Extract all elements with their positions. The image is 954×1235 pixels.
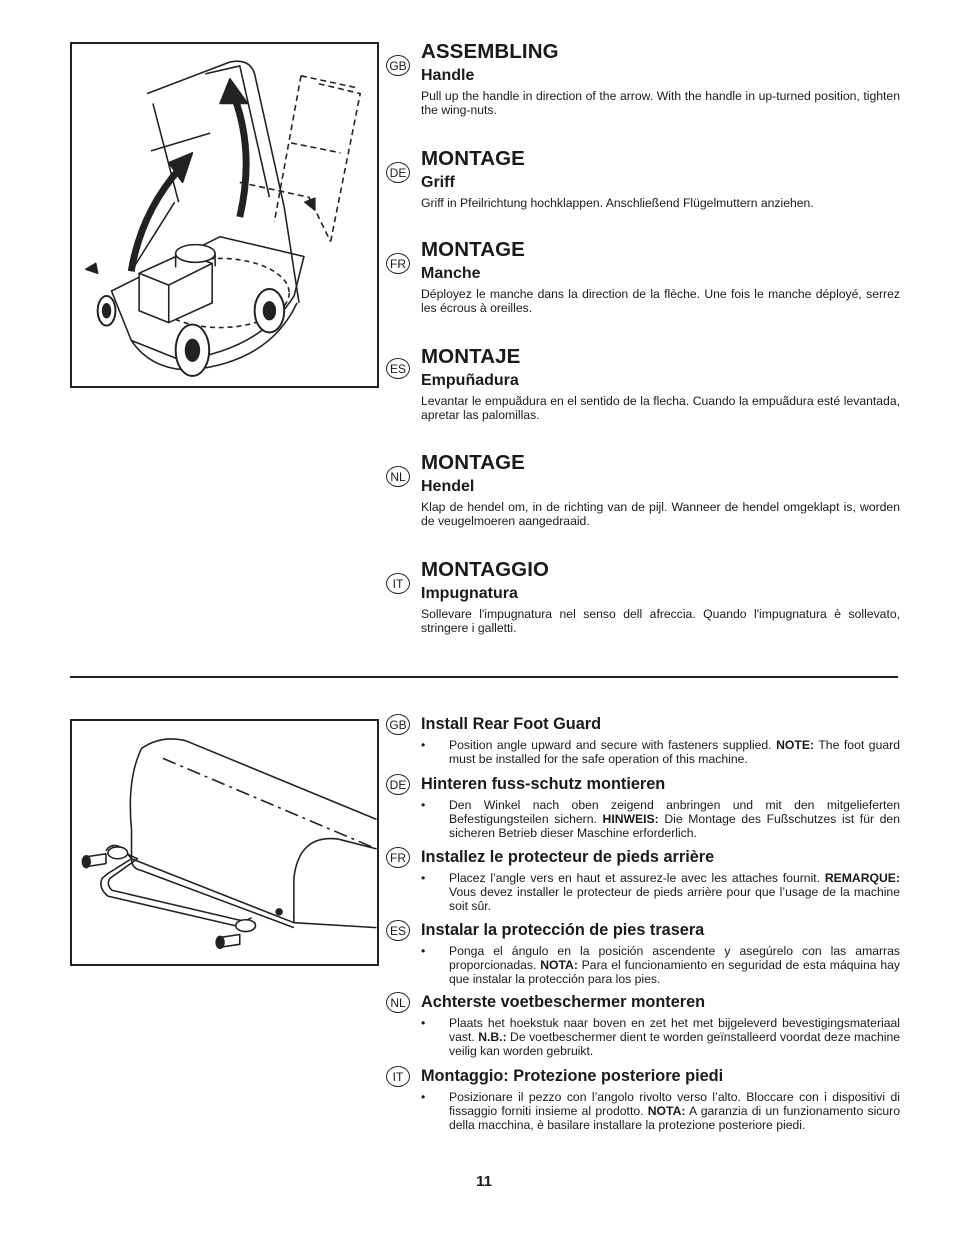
assembling-handle-it (386, 558, 900, 635)
assembling-handle-es (386, 345, 900, 422)
note-text: The foot guard must be installed for the safe operation of this machine. (449, 738, 900, 766)
section-subtitle: Manche (421, 265, 481, 282)
assembling-handle-nl (386, 451, 900, 528)
foot-guard-it (386, 1066, 900, 1132)
bullet-mark: • (421, 1090, 426, 1104)
language-badge: NL (386, 992, 410, 1013)
note-text: A garanzia di un funzionamento sicuro della macchina, è basilare installare la protezione posteriore piedi. (449, 1104, 900, 1132)
language-badge: FR (386, 847, 410, 868)
foot-guard-drawing (72, 721, 377, 964)
instruction-text: Placez l’angle vers en haut et assurez-le avec les attaches fournit. (449, 871, 825, 885)
page-number: 11 (476, 1173, 492, 1190)
language-badge: FR (386, 253, 410, 274)
note-text: De voetbeschermer dient te worden geïnstalleerd voordat deze machine veilig kan worden gebruikt. (449, 1030, 901, 1058)
language-badge: IT (386, 1066, 410, 1087)
section-title: MONTAGE (421, 238, 525, 261)
language-badge: DE (386, 162, 410, 183)
lawn-mower-drawing (72, 44, 377, 386)
section-subtitle: Hendel (421, 478, 475, 495)
section-text: Griff in Pfeilrichtung hochklappen. Anschließend Flügelmuttern anziehen. (421, 196, 814, 210)
note-label: NOTE: (776, 738, 815, 752)
section-title: Install Rear Foot Guard (421, 715, 602, 733)
section-text: Klap de hendel om, in de richting van de pijl. Wanneer de hendel omgeklapt is, worden de veugelmoeren aangedraaid. (421, 500, 900, 528)
language-badge: DE (386, 774, 410, 795)
section-subtitle: Griff (421, 174, 455, 191)
section-title: MONTAGGIO (421, 558, 550, 581)
language-badge: ES (386, 920, 410, 941)
language-badge: GB (386, 714, 410, 735)
foot-guard-de (386, 774, 900, 840)
note-text: Die Montage des Fußschutzes ist für den sicheren Betrieb dieser Maschine erforderlich. (449, 812, 900, 840)
language-badge: GB (386, 55, 410, 76)
handle-illustration (70, 42, 379, 388)
assembling-handle-de (386, 147, 900, 210)
section-title: Montaggio: Protezione posteriore piedi (421, 1067, 724, 1085)
instruction-bullet (421, 1016, 900, 1058)
section-text: Déployez le manche dans la direction de la flèche. Une fois le manche déployé, serrez les écrous à oreilles. (421, 287, 900, 315)
section-title: MONTAGE (421, 147, 525, 170)
language-badge: IT (386, 573, 410, 594)
section-subtitle: Impugnatura (421, 585, 518, 602)
section-title: Achterste voetbeschermer monteren (421, 993, 706, 1011)
foot-guard-illustration (70, 719, 379, 966)
language-badge: ES (386, 358, 410, 379)
bullet-mark: • (421, 738, 426, 752)
bullet-mark: • (421, 798, 426, 812)
section-title: Installez le protecteur de pieds arrière (421, 848, 715, 866)
instruction-bullet (421, 798, 900, 840)
instruction-text: Plaats het hoekstuk naar boven en zet het met bijgeleverd bevestigingsmateriaal vast. (449, 1016, 900, 1044)
section-text: Levantar le empuãdura en el sentido de la flecha. Cuando la empuãdura esté levantada, apretar las palomillas. (421, 394, 900, 422)
section-subtitle: Handle (421, 67, 475, 84)
instruction-bullet (421, 738, 900, 766)
instruction-bullet (421, 1090, 900, 1132)
section-title: MONTAGE (421, 451, 525, 474)
instruction-text: Position angle upward and secure with fasteners supplied. (449, 738, 777, 752)
section-title: Instalar la protección de pies trasera (421, 921, 705, 939)
note-text: Para el funcionamiento en seguridad de esta máquina hay que instalar la protección para los pies. (449, 958, 900, 986)
foot-guard-es (386, 920, 900, 986)
section-title: MONTAJE (421, 345, 521, 368)
foot-guard-fr (386, 847, 900, 913)
instruction-text: Posizionare il pezzo con l’angolo rivolto verso l’alto. Bloccare con i dispositivi di fissaggio forniti insieme al prodotto. (449, 1090, 900, 1118)
note-label: NOTA: (540, 958, 578, 972)
assembling-handle-fr (386, 238, 900, 315)
section-title: Hinteren fuss-schutz montieren (421, 775, 666, 793)
assembling-handle-gb (386, 40, 900, 117)
section-divider (70, 676, 898, 678)
instruction-text: Ponga el ángulo en la posición ascendente y asegúrelo con las amarras proporcionadas. (449, 944, 900, 972)
note-label: REMARQUE: (824, 871, 900, 885)
foot-guard-nl (386, 992, 900, 1058)
note-text: Vous devez installer le protecteur de pieds arrière pour que l’usage de la machine soit sûr. (449, 885, 900, 913)
section-text: Sollevare l'impugnatura nel senso dell afreccia. Quando l'impugnatura è sollevato, stringere i galletti. (421, 607, 900, 635)
section-text: Pull up the handle in direction of the arrow. With the handle in up-turned position, tighten the wing-nuts. (421, 89, 900, 117)
instruction-bullet (421, 871, 900, 913)
instruction-bullet (421, 944, 900, 986)
instruction-text: Den Winkel nach oben zeigend anbringen und mit den mitgelieferten Befestigungsteilen sichern. (449, 798, 900, 826)
bullet-mark: • (421, 871, 426, 885)
section-title: ASSEMBLING (421, 40, 559, 63)
section-subtitle: Empuñadura (421, 372, 519, 389)
foot-guard-gb (386, 714, 900, 766)
bullet-mark: • (421, 1016, 426, 1030)
language-badge: NL (386, 466, 410, 487)
note-label: NOTA: (647, 1104, 686, 1118)
note-label: N.B.: (478, 1030, 507, 1044)
note-label: HINWEIS: (602, 812, 659, 826)
bullet-mark: • (421, 944, 426, 958)
